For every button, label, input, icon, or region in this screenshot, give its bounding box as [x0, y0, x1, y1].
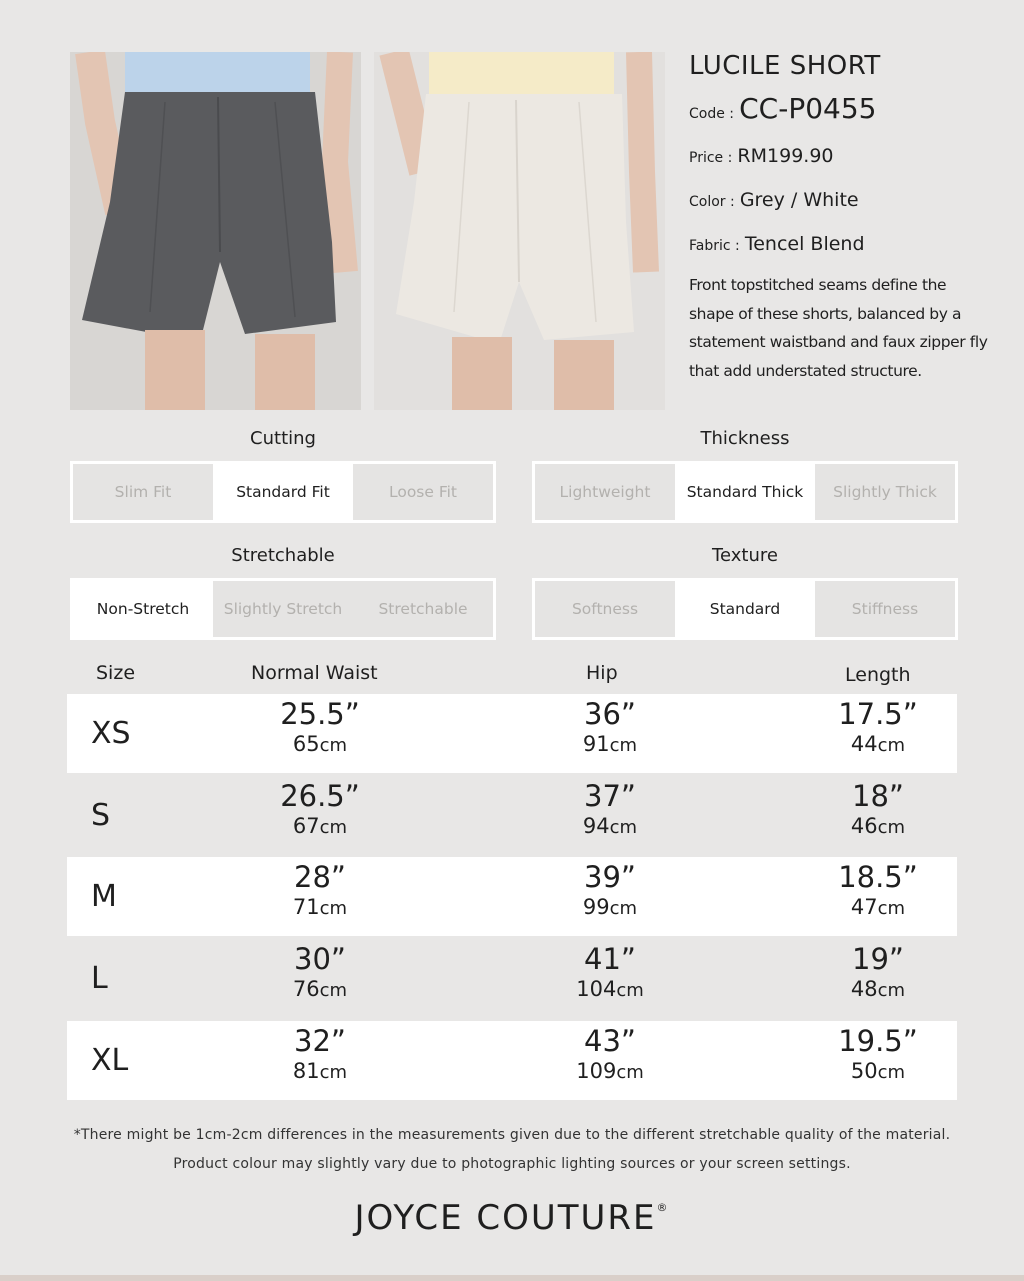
- color-label: Color :: [689, 194, 735, 210]
- hip-inch: 43”: [584, 1024, 636, 1058]
- hip-cm: 91: [582, 732, 610, 756]
- size-row-l: [67, 939, 957, 1018]
- cm-unit: cm: [877, 980, 906, 1001]
- size-row-xl: [67, 1021, 957, 1100]
- colour-note: Product colour may slightly vary due to photographic lighting sources or your screen settings.: [173, 1156, 851, 1172]
- hip-inch: 39”: [584, 860, 636, 894]
- waist-inch: 26.5”: [280, 779, 360, 813]
- cm-unit: cm: [616, 1062, 644, 1083]
- waist-cm: 67: [292, 814, 320, 838]
- white-short-illustration: [374, 52, 665, 410]
- cutting-option-slim-fit: Slim Fit: [73, 464, 213, 520]
- registered-mark: ®: [656, 1201, 670, 1214]
- cm-unit: cm: [319, 817, 348, 838]
- thickness-option-standard-thick: Standard Thick: [675, 464, 815, 520]
- cutting-title: Cutting: [250, 428, 316, 449]
- length-cell: [803, 1025, 953, 1086]
- waist-inch: 30”: [294, 942, 346, 976]
- texture-selector: [532, 578, 958, 640]
- length-cell: [803, 780, 953, 841]
- length-cm: 46: [850, 814, 878, 838]
- size-label: M: [91, 879, 117, 914]
- thickness-option-slightly-thick: Slightly Thick: [815, 464, 955, 520]
- product-description: Front topstitched seams define the shape of these shorts, balanced by a statement waistband and faux zipper fly that add understated structure.: [689, 276, 988, 380]
- product-name: LUCILE SHORT: [689, 51, 881, 81]
- product-price: RM199.90: [737, 145, 834, 167]
- brand-name: JOYCE COUTURE: [354, 1198, 657, 1238]
- waist-cell: [245, 780, 395, 841]
- cm-unit: cm: [319, 735, 348, 756]
- size-row-xs: [67, 694, 957, 773]
- length-inch: 19.5”: [838, 1024, 918, 1058]
- length-inch: 18.5”: [838, 860, 918, 894]
- bottom-bar: [0, 1275, 1024, 1281]
- product-color: Grey / White: [739, 189, 859, 211]
- grey-short-illustration: [70, 52, 361, 410]
- thickness-title: Thickness: [700, 428, 790, 449]
- waist-cm: 65: [292, 732, 320, 756]
- length-cell: [803, 698, 953, 759]
- hip-cell: [535, 698, 685, 759]
- size-label: L: [91, 961, 108, 996]
- hip-header: Hip: [586, 662, 618, 684]
- length-cell: [803, 861, 953, 922]
- cutting-selector: [70, 461, 496, 523]
- texture-option-standard: Standard: [675, 581, 815, 637]
- length-cm: 48: [850, 977, 878, 1001]
- product-color-row: [689, 185, 989, 217]
- stretchable-title: Stretchable: [231, 545, 335, 566]
- cm-unit: cm: [616, 980, 644, 1001]
- size-label: S: [91, 798, 111, 833]
- thickness-selector: [532, 461, 958, 523]
- cm-unit: cm: [877, 1062, 906, 1083]
- hip-cell: [535, 943, 685, 1004]
- cm-unit: cm: [319, 980, 348, 1001]
- product-fabric: Tencel Blend: [744, 233, 865, 255]
- waist-cm: 81: [292, 1059, 320, 1083]
- size-row-m: [67, 857, 957, 936]
- length-cm: 50: [850, 1059, 878, 1083]
- cm-unit: cm: [877, 735, 906, 756]
- cm-unit: cm: [319, 898, 348, 919]
- waist-cell: [245, 698, 395, 759]
- hip-inch: 37”: [584, 779, 636, 813]
- hip-cm: 94: [582, 814, 610, 838]
- length-header: Length: [845, 664, 911, 686]
- texture-option-stiffness: Stiffness: [815, 581, 955, 637]
- cm-unit: cm: [609, 898, 638, 919]
- cutting-option-standard-fit: Standard Fit: [213, 464, 353, 520]
- stretch-option-stretchable: Stretchable: [353, 581, 493, 637]
- length-cell: [803, 943, 953, 1004]
- stretch-option-slightly-stretch: Slightly Stretch: [213, 581, 353, 637]
- product-code-row: [689, 94, 989, 129]
- waist-cell: [245, 943, 395, 1004]
- code-label: Code :: [689, 106, 735, 122]
- hip-inch: 36”: [584, 697, 636, 731]
- waist-cell: [245, 861, 395, 922]
- waist-cm: 71: [292, 895, 320, 919]
- thickness-option-lightweight: Lightweight: [535, 464, 675, 520]
- waist-inch: 28”: [294, 860, 346, 894]
- length-inch: 18”: [852, 779, 904, 813]
- hip-inch: 41”: [584, 942, 636, 976]
- length-inch: 17.5”: [838, 697, 918, 731]
- waist-header: Normal Waist: [251, 662, 378, 684]
- hip-cell: [535, 1025, 685, 1086]
- size-header: Size: [96, 662, 136, 684]
- waist-cell: [245, 1025, 395, 1086]
- product-code: CC-P0455: [739, 92, 877, 125]
- size-label: XS: [91, 716, 131, 751]
- product-photo-grey: [70, 52, 361, 410]
- hip-cm: 109: [576, 1059, 617, 1083]
- hip-cell: [535, 861, 685, 922]
- length-cm: 47: [850, 895, 878, 919]
- product-fabric-row: [689, 229, 989, 261]
- cm-unit: cm: [609, 817, 638, 838]
- hip-cm: 104: [576, 977, 617, 1001]
- length-inch: 19”: [852, 942, 904, 976]
- measurement-note: *There might be 1cm-2cm differences in the measurements given due to the different stretchable quality of the material.: [73, 1127, 951, 1143]
- price-label: Price :: [689, 150, 733, 166]
- cm-unit: cm: [609, 735, 638, 756]
- brand-logo: [0, 1198, 1024, 1238]
- stretchable-selector: [70, 578, 496, 640]
- hip-cell: [535, 780, 685, 841]
- length-cm: 44: [850, 732, 878, 756]
- waist-cm: 76: [292, 977, 320, 1001]
- size-row-s: [67, 776, 957, 855]
- cm-unit: cm: [319, 1062, 348, 1083]
- size-label: XL: [91, 1043, 129, 1078]
- product-photo-white: [374, 52, 665, 410]
- hip-cm: 99: [582, 895, 610, 919]
- product-info: [689, 50, 989, 385]
- fabric-label: Fabric :: [689, 238, 740, 254]
- waist-inch: 25.5”: [280, 697, 360, 731]
- texture-title: Texture: [712, 545, 778, 566]
- cutting-option-loose-fit: Loose Fit: [353, 464, 493, 520]
- product-price-row: [689, 141, 989, 173]
- stretch-option-non-stretch: Non-Stretch: [73, 581, 213, 637]
- texture-option-softness: Softness: [535, 581, 675, 637]
- cm-unit: cm: [877, 898, 906, 919]
- cm-unit: cm: [877, 817, 906, 838]
- waist-inch: 32”: [294, 1024, 346, 1058]
